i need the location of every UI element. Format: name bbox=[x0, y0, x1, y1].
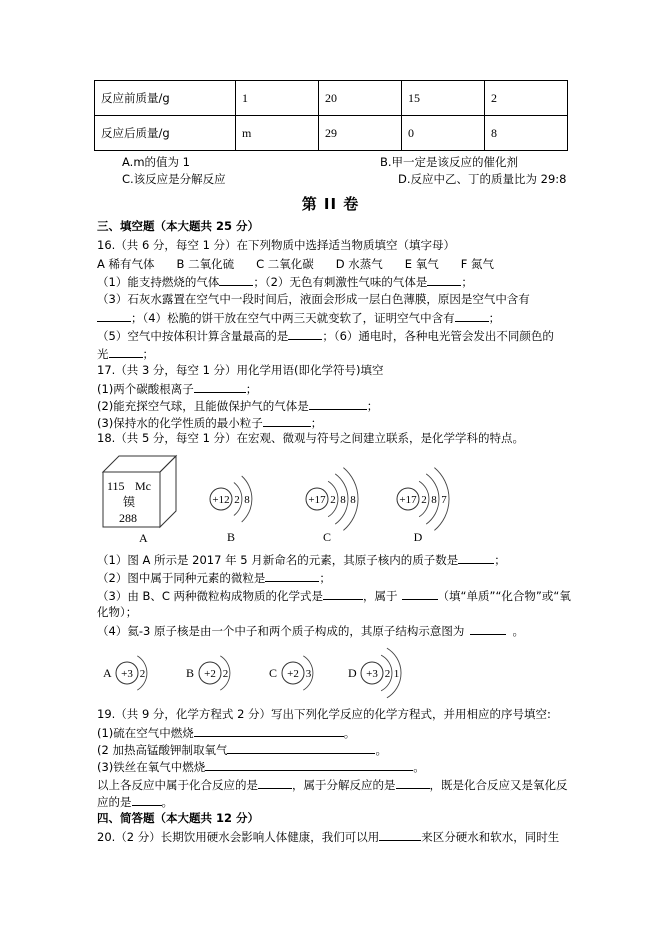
text: (1)两个碳酸根离子 bbox=[97, 382, 194, 396]
electron-count: 8 bbox=[350, 494, 356, 506]
figure-label: A bbox=[139, 531, 148, 545]
text: (2 加热高锰酸钾制取氧气 bbox=[97, 743, 228, 757]
choice: A 稀有气体 bbox=[97, 257, 155, 271]
answer-blank[interactable] bbox=[427, 273, 461, 286]
nucleus-charge: +3 bbox=[366, 668, 378, 680]
answer-blank[interactable] bbox=[396, 776, 430, 789]
text: (2)能充探空气球，且能做保护气的气体是 bbox=[97, 399, 309, 413]
question-17-item bbox=[97, 380, 257, 397]
element-symbol: Mc bbox=[135, 479, 151, 493]
question-19-summary-cont bbox=[97, 793, 173, 810]
electron-count: 2 bbox=[234, 494, 240, 506]
electron-count: 2 bbox=[222, 668, 229, 680]
text: ； bbox=[494, 553, 506, 567]
nucleus-charge: +12 bbox=[212, 494, 230, 506]
text: 。 bbox=[413, 760, 425, 774]
option-d: D.反应中乙、丁的质量比为 29:8 bbox=[398, 172, 567, 186]
text: 20.（2 分）长期饮用硬水会影响人体健康，我们可以用 bbox=[97, 830, 380, 844]
answer-blank[interactable] bbox=[323, 587, 363, 600]
question-16-stem: 16.（共 6 分，每空 1 分）在下列物质中选择适当物质填空（填字母） bbox=[97, 238, 456, 252]
text: ； bbox=[461, 275, 473, 289]
text: 。 bbox=[161, 795, 173, 809]
atom-diagram bbox=[116, 656, 147, 690]
text: ，既是化合反应又是氧化反 bbox=[429, 778, 568, 792]
text: (3)铁丝在氧气中燃烧 bbox=[97, 760, 206, 774]
text: ，属于 bbox=[363, 589, 398, 603]
electron-count: 1 bbox=[393, 668, 400, 680]
question-19-stem: 19.（共 9 分，化学方程式 2 分）写出下列化学反应的化学方程式，并用相应的序号填空: bbox=[97, 707, 551, 721]
question-19-item bbox=[97, 741, 387, 758]
text: 以上各反应中属于化合反应的是 bbox=[97, 778, 258, 792]
text: ；（4）松脆的饼干放在空气中两三天就变软了，证明空气中含有 bbox=[131, 311, 455, 325]
element-box-figure bbox=[103, 456, 176, 545]
text: ； bbox=[245, 382, 258, 396]
choice: F 氮气 bbox=[460, 257, 494, 271]
text: （2）图中属于同种元素的微粒是 bbox=[97, 571, 266, 585]
question-18-line3 bbox=[97, 587, 571, 604]
text: 。 bbox=[512, 624, 524, 638]
text: （5）空气中按体积计算含量最高的是 bbox=[97, 329, 289, 343]
section-heading: 三、填空题（本大题共 25 分） bbox=[97, 219, 260, 233]
text: （1）能支持燃烧的气体 bbox=[97, 275, 220, 289]
element-name: 镆 bbox=[123, 495, 136, 509]
row-label: 反应后质量/g bbox=[95, 116, 236, 151]
atom-diagram bbox=[210, 476, 252, 544]
answer-blank[interactable] bbox=[263, 414, 311, 427]
question-17-item bbox=[97, 414, 322, 431]
electron-count: 2 bbox=[384, 668, 391, 680]
choice: C 二氧化碳 bbox=[256, 257, 314, 271]
question-16-choices bbox=[97, 256, 494, 272]
table-cell: 2 bbox=[485, 81, 568, 116]
question-20 bbox=[97, 828, 559, 845]
question-19-item bbox=[97, 758, 425, 775]
text: ，属于分解反应的是 bbox=[292, 778, 396, 792]
text: ；（6）通电时，各种电光管会发出不同颜色的 bbox=[322, 329, 554, 343]
text: （1）图 A 所示是 2017 年 5 月新命名的元素，其原子核内的质子数是 bbox=[97, 553, 459, 567]
text: ； bbox=[310, 416, 323, 430]
row-label: 反应前质量/g bbox=[95, 81, 236, 116]
option-a: A.m的值为 1 bbox=[122, 155, 190, 169]
text: 。 bbox=[375, 743, 387, 757]
table-cell: 1 bbox=[236, 81, 319, 116]
table-cell: 8 bbox=[485, 116, 568, 151]
option-c: C.该反应是分解反应 bbox=[122, 172, 226, 186]
question-19-summary bbox=[97, 776, 568, 793]
question-16-line4 bbox=[97, 309, 500, 326]
figure-label: B bbox=[226, 530, 236, 544]
answer-blank[interactable] bbox=[470, 622, 506, 635]
option-b: B.甲一定是该反应的催化剂 bbox=[380, 155, 519, 169]
question-18-line3b: 化物）； bbox=[97, 605, 138, 619]
question-18-line2 bbox=[97, 569, 331, 586]
electron-count: 3 bbox=[305, 668, 312, 680]
answer-blank[interactable] bbox=[194, 380, 246, 393]
table-cell: 20 bbox=[319, 81, 402, 116]
answer-blank[interactable] bbox=[219, 273, 253, 286]
element-mass: 288 bbox=[119, 511, 137, 525]
part-title: 第 II 卷 bbox=[301, 195, 360, 213]
nucleus-charge: +2 bbox=[204, 668, 216, 680]
answer-blank[interactable] bbox=[227, 741, 375, 754]
answer-blank[interactable] bbox=[132, 793, 162, 806]
answer-blank[interactable] bbox=[455, 309, 489, 322]
text: 来区分硬水和软水，同时生 bbox=[421, 830, 560, 844]
question-16-line5 bbox=[97, 327, 554, 344]
text: （填“单质”“化合物”或“氧 bbox=[437, 589, 571, 603]
electron-count: 7 bbox=[441, 494, 447, 506]
atom-diagram bbox=[306, 468, 358, 544]
choice: D 水蒸气 bbox=[335, 257, 383, 271]
option-label: D bbox=[348, 666, 357, 680]
answer-blank[interactable] bbox=[265, 569, 319, 582]
table-row bbox=[95, 81, 568, 116]
nucleus-charge: +17 bbox=[399, 494, 417, 506]
text: 应的是 bbox=[97, 795, 132, 809]
helium-options-diagrams bbox=[90, 640, 430, 710]
text: ；（2）无色有刺激性气味的气体是 bbox=[253, 275, 428, 289]
table-cell: 29 bbox=[319, 116, 402, 151]
text: （3）由 B、C 两种微粒构成物质的化学式是 bbox=[97, 589, 324, 603]
question-17-stem: 17.（共 3 分，每空 1 分）用化学用语(即化学符号)填空 bbox=[97, 363, 384, 377]
option-label: C bbox=[269, 666, 278, 680]
answer-blank[interactable] bbox=[109, 345, 143, 358]
answer-blank[interactable] bbox=[205, 758, 413, 771]
answer-blank[interactable] bbox=[379, 828, 421, 841]
section-heading: 四、简答题（本大题共 12 分） bbox=[97, 811, 260, 825]
text: 。 bbox=[343, 726, 356, 740]
text: (3)保持水的化学性质的最小粒子 bbox=[97, 416, 263, 430]
question-16-line3: （3）石灰水露置在空气中一段时间后，液面会形成一层白色薄膜，原因是空气中含有 bbox=[97, 292, 530, 306]
question-18-line4 bbox=[97, 622, 524, 639]
table-row bbox=[95, 116, 568, 151]
question-19-item bbox=[97, 724, 355, 741]
electron-count: 2 bbox=[139, 668, 146, 680]
answer-blank[interactable] bbox=[458, 551, 494, 564]
option-label: A bbox=[103, 666, 112, 680]
electron-count: 8 bbox=[244, 494, 250, 506]
table-cell: m bbox=[236, 116, 319, 151]
mass-table bbox=[94, 80, 568, 151]
text: ； bbox=[366, 399, 379, 413]
question-16-line1 bbox=[97, 273, 473, 290]
element-number: 115 bbox=[107, 479, 125, 493]
question-17-item bbox=[97, 397, 378, 414]
choice: E 氧气 bbox=[404, 257, 439, 271]
nucleus-charge: +3 bbox=[121, 668, 133, 680]
atom-diagram bbox=[397, 468, 449, 544]
question-16-line6 bbox=[97, 345, 154, 362]
atom-diagram bbox=[199, 656, 230, 690]
electron-count: 2 bbox=[330, 494, 336, 506]
atom-diagrams bbox=[95, 448, 465, 548]
atom-diagram bbox=[361, 648, 401, 698]
nucleus-charge: +17 bbox=[308, 494, 326, 506]
answer-blank[interactable] bbox=[258, 776, 292, 789]
atom-diagram bbox=[282, 656, 313, 690]
table-cell: 15 bbox=[402, 81, 485, 116]
text: ； bbox=[488, 311, 501, 325]
answer-blank[interactable] bbox=[97, 309, 131, 322]
text: 光 bbox=[97, 347, 109, 361]
answer-blank[interactable] bbox=[402, 587, 438, 600]
option-label: B bbox=[186, 666, 195, 680]
answer-blank[interactable] bbox=[194, 724, 344, 737]
text: ； bbox=[319, 571, 331, 585]
question-18-line1 bbox=[97, 551, 506, 568]
choice: B 二氧化硫 bbox=[176, 257, 235, 271]
question-18-stem: 18.（共 5 分，每空 1 分）在宏观、微观与符号之间建立联系，是化学学科的特点。 bbox=[97, 431, 525, 445]
figure-label: D bbox=[413, 530, 423, 544]
text: ； bbox=[142, 347, 154, 361]
answer-blank[interactable] bbox=[309, 397, 367, 410]
nucleus-charge: +2 bbox=[287, 668, 299, 680]
electron-count: 8 bbox=[340, 494, 346, 506]
electron-count: 8 bbox=[431, 494, 437, 506]
electron-count: 2 bbox=[421, 494, 427, 506]
text: (1)硫在空气中燃烧 bbox=[97, 726, 194, 740]
table-cell: 0 bbox=[402, 116, 485, 151]
answer-blank[interactable] bbox=[288, 327, 322, 340]
figure-label: C bbox=[322, 530, 332, 544]
text: （4）氦-3 原子核是由一个中子和两个质子构成的，其原子结构示意图为 bbox=[97, 624, 465, 638]
